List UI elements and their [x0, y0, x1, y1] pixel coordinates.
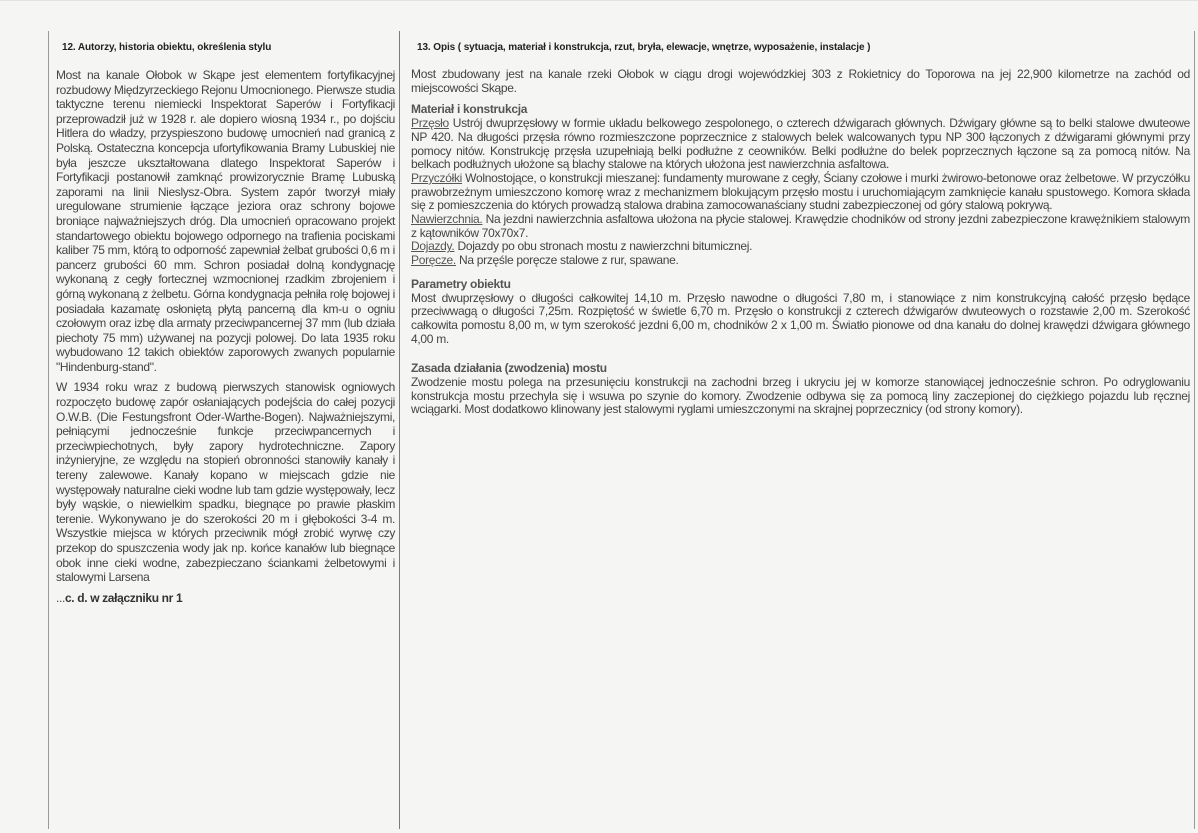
porecze-paragraph [411, 254, 1190, 268]
nawierzchnia-label: Nawierzchnia. [411, 212, 483, 227]
przeslo-text: Ustrój dwuprzęsłowy w formie układu belkowego zespolonego, o czterech dźwigarach głównych. Dźwigary główne są to belki stalowe dwuteowe NP 420. Na długości przęsła równo rozmieszczone poprzecznice z stalowych belek walcowanych typu NP 300 łączonych z dźwigarami głównymi przy pomocy nitów. Konstrukcję przęsła uzupełniają belki podłużne z ceowników. Belki podłużne do belek poprzecznych łączone są za pomocą nitów. Na belkach podłużnych ułożone są blachy stalowe na których ułożona jest nawierzchnia asfaltowa. [411, 116, 1190, 172]
przyczolki-paragraph [411, 172, 1190, 213]
przyczolki-label: Przyczółki [411, 170, 463, 185]
operation-paragraph: Zwodzenie mostu polega na przesunięciu konstrukcji na zachodni brzeg i ukryciu jej w komorze stanowiącej jednocześnie schron. Po odryglowaniu konstrukcja mostu przechyla się i wsuwa po szynie do komory. Zwodzenie odbywa się za pomocą liny zaczepionej do ciężkiego pojazdu lub ręcznej wciągarki. Most dodatkowo klinowany jest stalowymi ryglami umieszczonymi na skrajnej poprzecznicy (od strony komory). [411, 375, 1190, 417]
continuation-prefix: ... [56, 590, 65, 605]
dojazdy-text: Dojazdy po obu stronach mostu z nawierzchni bitumicznej. [457, 239, 753, 254]
material-heading: Materiał i konstrukcja [411, 102, 528, 117]
nawierzchnia-paragraph [411, 213, 1190, 240]
porecze-label: Poręcze. [411, 253, 456, 268]
parameters-heading: Parametry obiektu [411, 276, 511, 291]
history-text [56, 68, 395, 605]
history-paragraph-1: Most na kanale Ołobok w Skąpe jest elementem fortyfikacyjnej rozbudowy Międzyrzeckiego Rejonu Umocnionego. Pierwsze studia taktyczne terenu niemiecki Inspektorat Saperów i Fortyfikacji przeprowadził już w 1928 r. ale dopiero wiosną 1934 r., po dojściu Hitlera do władzy, przyspieszono budowę umocnień nad granicą z Polską. Ostateczna koncepcja ufortyfikowania Bramy Lubuskiej nie była jeszcze ukształtowana dlatego Inspektorat Saperów i Fortyfikacji postanowił zamknąć prowizorycznie Bramę Lubuską zaporami na linii Nieslysz-Obra. System zapór tworzył miały uregulowane strumienie łączące jeziora oraz schrony bojowe broniące najważniejszych dróg. Dla umocnień opracowano projekt standartowego obiektu bojowego odpornego na trafienia pociskami kaliber 75 mm, którą to odporność zapewniał żelbat grubości 0,6 m i pancerz grubości 60 mm. Schron posiadał dolną kondygnację wykonaną z cegły fortecznej wzmocnionej rzadkim zbrojeniem i górną wykonaną z żelbetu. Górna kondygnacja pełniła rolę bojowej i posiadała kazamatę osłoniętą płytą pancerną dla km-u o ogniu czołowym oraz izbę dla armaty przeciwpancernej 37 mm (lub działa piechoty 75 mm) używanej na pozycji polowej. Do lata 1935 roku wybudowano 12 takich obiektów zaporowych zwanych popularnie "Hindenburg-stand". [56, 68, 395, 374]
section-12-heading: 12. Autorzy, historia obiektu, określenia stylu [62, 42, 272, 53]
location-paragraph: Most zbudowany jest na kanale rzeki Ołobok w ciągu drogi wojewódzkiej 303 z Rokietnicy do Toporowa na jej 22,900 kilometrze na zachód od miejscowości Skąpe. [411, 67, 1190, 95]
parameters-paragraph: Most dwuprzęsłowy o długości całkowitej 14,10 m. Przęsło nawodne o długości 7,80 m, i stanowiące z nim konstrukcyjną całość przęsło będące przeciwwagą o długości 7,25m. Rozpiętość w świetle 6,70 m. Przęsło o konstrukcji z czterech dźwigarów dwuteowych o rozstawie 2,00 m. Szerokość całkowita pomostu 8,00 m, w tym szerokość jezdni 6,00 m, chodników 2 x 1,00 m. Światło pionowe od dna kanału do dolnej krawędzi dźwigara głównego 4,00 m. [411, 290, 1190, 346]
left-column [48, 31, 400, 829]
section-13-heading: 13. Opis ( sytuacja, materiał i konstrukcja, rzut, bryła, elewacje, wnętrze, wyposażenie, instalacje ) [417, 42, 871, 53]
nawierzchnia-text: Na jezdni nawierzchnia asfaltowa ułożona na płycie stalowej. Krawędzie chodników od strony jezdni zabezpieczone krawężnikiem stalowym z kątowników 70x70x7. [411, 212, 1190, 240]
history-paragraph-2: W 1934 roku wraz z budową pierwszych stanowisk ogniowych rozpoczęto budowę zapór osłaniających podejścia do całej pozycji O.W.B. (Die Festungsfront Oder-Warthe-Bogen). Najważniejszymi, pełniącymi jednocześnie funkcje przeciwpancernych i przeciwpiechotnych, były zapory hydrotechniczne. Zapory inżynieryjne, ze względu na stopień obronności stanowiły kanały i tereny zalewowe. Kanały kopano w miejscach gdzie nie występowały naturalne cieki wodne lub tam gdzie występowały, lecz były wąskie, o niewielkim spadku, biegnące po prawie płaskim terenie. Wykonywano je do szerokości 20 m i głębokości 3-4 m. Wszystkie miejsca w których przeciwnik mógł zrobić wyrwę czy przekop do spuszczenia wody jak np. końce kanałów lub biegnące obok inne cieki wodne, zabezpieczano ściankami żelbetowymi i stalowymi Larsena [56, 380, 395, 585]
dojazdy-label: Dojazdy. [411, 239, 455, 254]
przeslo-label: Przęsło [411, 116, 449, 131]
przyczolki-text: Wolnostojące, o konstrukcji mieszanej: fundamenty murowane z cegły, Ściany czołowe i murki żwirowo-betonowe oraz żelbetowe. W przyczółku prawobrzeżnym umieszczono komorę wraz z mechanizmem blokującym przęsło mostu i uruchomiającym zamknięcie kanału spustowego. Komora składa się z pomieszczenia do których prowadzą stalowa drabina zamocowanaściany studni zabezpieczonej od góry stalową pokrywą. [411, 170, 1190, 213]
operation-heading: Zasada działania (zwodzenia) mostu [411, 361, 607, 376]
porecze-text: Na przęśle poręcze stalowe z rur, spawane. [459, 253, 679, 268]
przeslo-paragraph [411, 117, 1190, 172]
continuation-note [56, 591, 395, 606]
dojazdy-paragraph [411, 240, 1190, 254]
right-column [401, 31, 1195, 829]
description-text [411, 68, 1190, 417]
continuation-text: c. d. w załączniku nr 1 [64, 590, 183, 605]
